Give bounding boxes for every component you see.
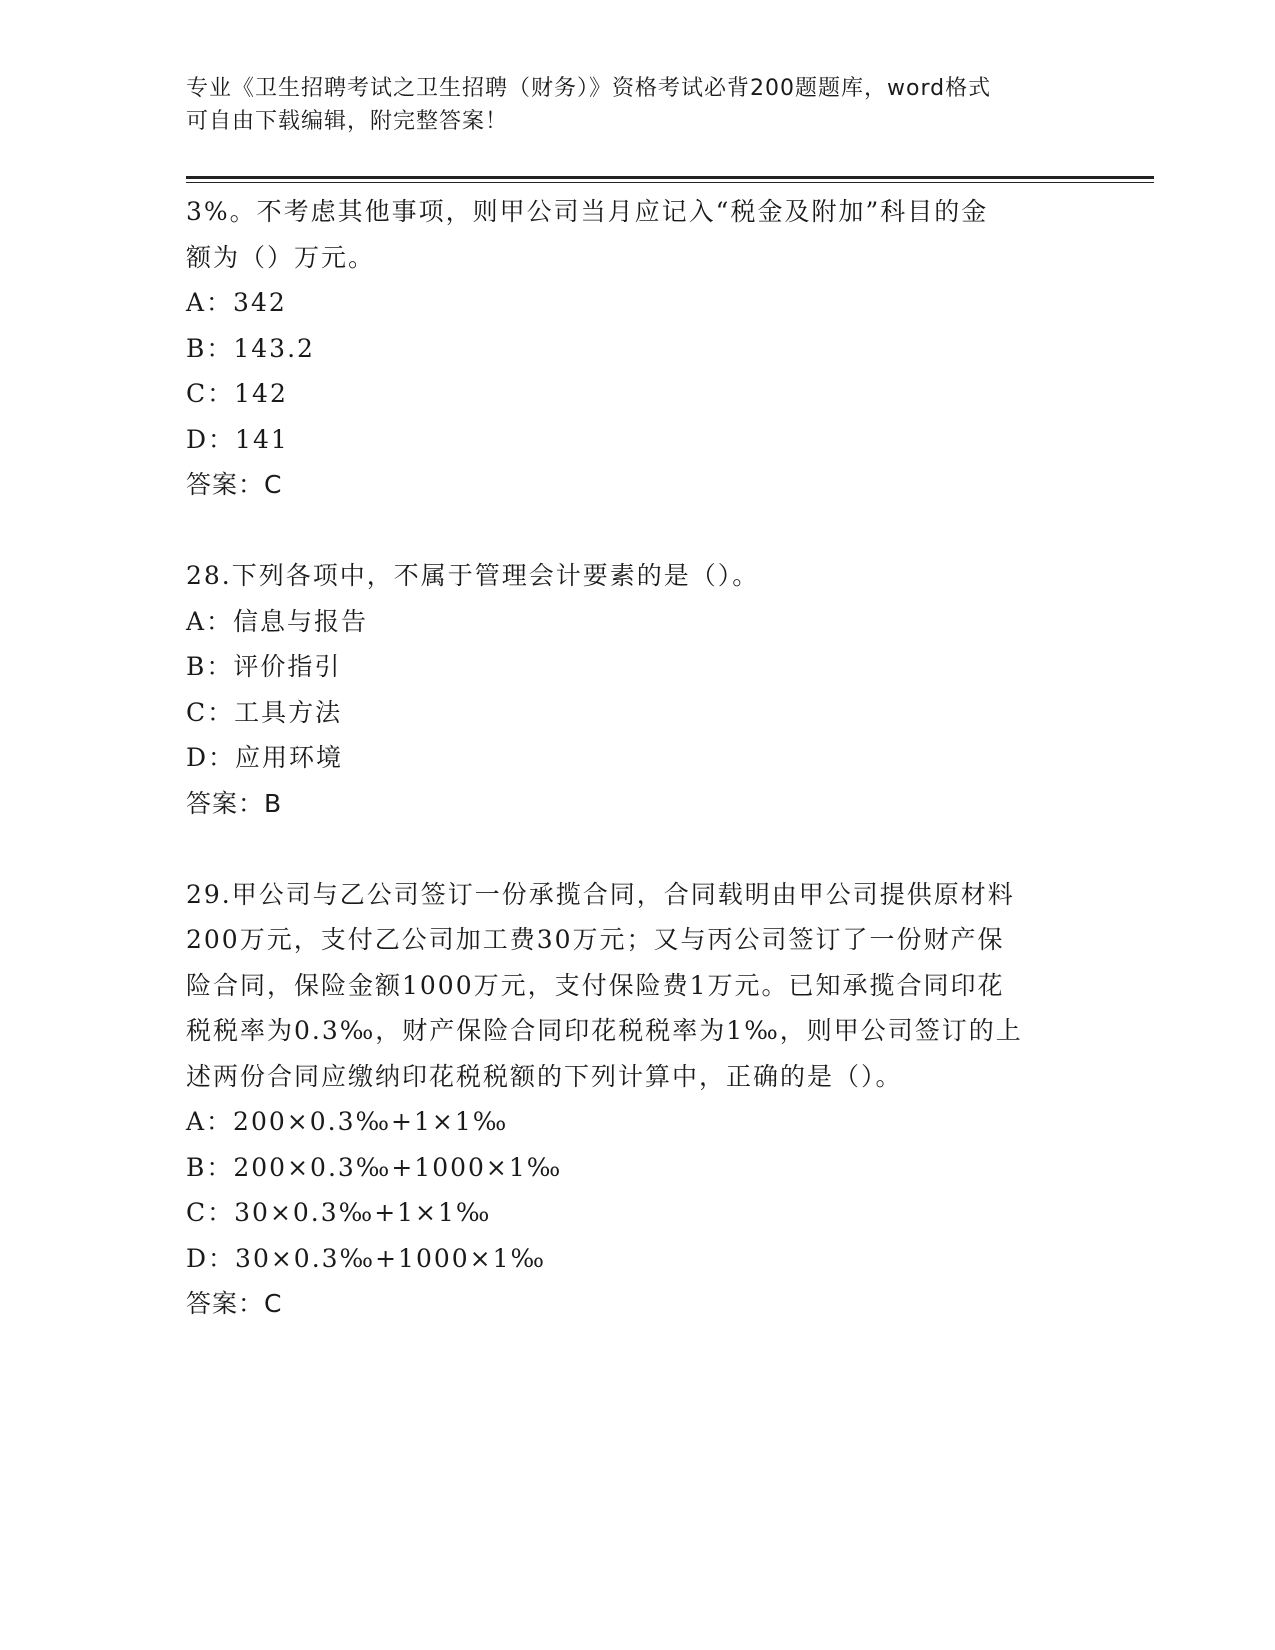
spacer	[186, 826, 1086, 872]
question-29	[186, 872, 1086, 1327]
option-b: B：143.2	[186, 333, 315, 363]
option-d: D：141	[186, 424, 289, 454]
question-28	[186, 553, 1086, 826]
document-header	[186, 72, 1066, 138]
question-stem-line: 28.下列各项中，不属于管理会计要素的是（）。	[186, 561, 760, 590]
question-stem-line: 税税率为0.3‰，财产保险合同印花税税率为1‰，则甲公司签订的上	[186, 1016, 1023, 1045]
question-stem-line: 险合同，保险金额1000万元，支付保险费1万元。已知承揽合同印花	[186, 970, 1005, 1000]
option-c: C：30×0.3‰+1×1‰	[186, 1198, 492, 1227]
answer-line: 答案：B	[186, 788, 283, 818]
header-divider-thin	[186, 182, 1154, 183]
header-line-2: 可自由下载编辑，附完整答案！	[186, 109, 509, 134]
option-a: A：信息与报告	[186, 606, 369, 636]
header-divider-thick	[186, 176, 1154, 179]
question-stem-line: 额为（）万元。	[186, 242, 376, 272]
question-27-continuation	[186, 189, 1086, 508]
question-stem-line: 29.甲公司与乙公司签订一份承揽合同，合同载明由甲公司提供原材料	[186, 879, 1015, 909]
option-a: A：342	[186, 288, 287, 317]
option-b: B：200×0.3‰+1000×1‰	[186, 1152, 563, 1182]
answer-line: 答案：C	[186, 1289, 283, 1318]
option-c: C：142	[186, 379, 288, 408]
question-list	[186, 189, 1086, 1327]
question-stem-line: 200万元，支付乙公司加工费30万元；又与丙公司签订了一份财产保	[186, 925, 1005, 954]
option-c: C：工具方法	[186, 697, 343, 727]
question-stem-line: 3%。不考虑其他事项，则甲公司当月应记入“税金及附加”科目的金	[186, 197, 989, 226]
answer-line: 答案：C	[186, 470, 283, 499]
spacer	[186, 508, 1086, 554]
option-d: D：应用环境	[186, 743, 344, 772]
question-stem-line: 述两份合同应缴纳印花税税额的下列计算中，正确的是（）。	[186, 1061, 903, 1091]
option-b: B：评价指引	[186, 652, 342, 681]
option-a: A：200×0.3‰+1×1‰	[186, 1107, 509, 1136]
header-line-1: 专业《卫生招聘考试之卫生招聘（财务）》资格考试必背200题题库，word格式	[186, 76, 992, 101]
option-d: D：30×0.3‰+1000×1‰	[186, 1243, 547, 1273]
